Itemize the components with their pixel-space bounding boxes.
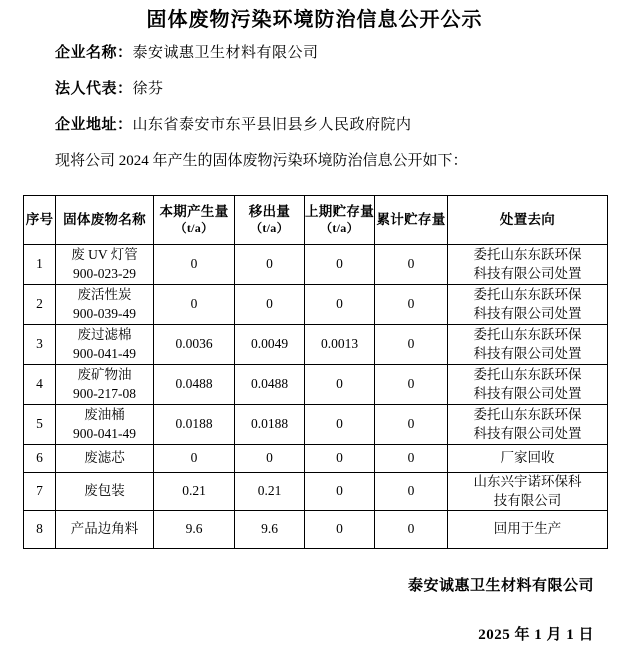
solid-waste-table — [23, 195, 608, 549]
cell-waste-name — [56, 511, 154, 549]
waste-name-text: 废活性炭 — [77, 287, 132, 303]
column-header-prev-stored — [305, 196, 375, 245]
waste-name-text: 产品边角料 — [70, 521, 139, 537]
table-row — [24, 511, 608, 549]
disposal-line-1: 回用于生产 — [493, 521, 562, 537]
disposal-line-2: 科技有限公司处置 — [473, 425, 582, 441]
cell-prev-stored: 0.0013 — [305, 325, 375, 365]
column-header-waste-name — [56, 196, 154, 245]
cell-disposal — [448, 245, 608, 285]
table-header — [24, 196, 608, 245]
disposal-line-2: 技有限公司 — [493, 492, 562, 508]
cell-moved-out: 0 — [235, 445, 305, 473]
table-row — [24, 325, 608, 365]
cell-prev-stored: 0 — [305, 405, 375, 445]
column-header-no — [24, 196, 56, 245]
cell-no: 2 — [24, 285, 56, 325]
cell-moved-out: 9.6 — [235, 511, 305, 549]
column-header-prev-stored-unit: （t/a） — [320, 220, 359, 235]
waste-code-text: 900-041-49 — [73, 345, 136, 361]
cell-cumulative-stored: 0 — [375, 245, 448, 285]
cell-no: 8 — [24, 511, 56, 549]
cell-generated: 0 — [154, 245, 235, 285]
table-header-row — [24, 196, 608, 245]
column-header-no-label: 序号 — [25, 211, 54, 227]
cell-prev-stored: 0 — [305, 245, 375, 285]
cell-waste-name — [56, 365, 154, 405]
cell-prev-stored: 0 — [305, 473, 375, 511]
column-header-disposal — [448, 196, 608, 245]
disposal-line-2: 科技有限公司处置 — [473, 345, 582, 361]
company-name-label: 企业名称： — [55, 45, 133, 61]
cell-disposal — [448, 325, 608, 365]
cell-waste-name — [56, 285, 154, 325]
cell-prev-stored: 0 — [305, 285, 375, 325]
table-row — [24, 285, 608, 325]
column-header-moved-out-unit: （t/a） — [250, 220, 289, 235]
cell-no: 4 — [24, 365, 56, 405]
waste-name-text: 废过滤棉 — [77, 327, 132, 343]
intro-statement: 现将公司 2024 年产生的固体废物污染环境防治信息公开如下： — [55, 153, 468, 169]
legal-representative-label: 法人代表： — [55, 81, 133, 97]
table-row — [24, 365, 608, 405]
cell-no: 5 — [24, 405, 56, 445]
column-header-waste-name-label: 固体废物名称 — [63, 211, 146, 227]
cell-cumulative-stored: 0 — [375, 405, 448, 445]
cell-prev-stored: 0 — [305, 365, 375, 405]
disposal-line-2: 科技有限公司处置 — [473, 305, 582, 321]
legal-representative-line — [55, 82, 609, 97]
company-name-value: 泰安诚惠卫生材料有限公司 — [132, 45, 319, 61]
cell-no: 3 — [24, 325, 56, 365]
cell-cumulative-stored: 0 — [375, 511, 448, 549]
page-title: 固体废物污染环境防治信息公开公示 — [146, 9, 483, 31]
disposal-line-1: 委托山东东跃环保 — [473, 407, 582, 423]
cell-prev-stored: 0 — [305, 511, 375, 549]
disposal-line-1: 委托山东东跃环保 — [473, 247, 582, 263]
waste-name-text: 废包装 — [84, 483, 125, 499]
company-info-block — [0, 46, 629, 169]
table-body — [24, 245, 608, 549]
column-header-disposal-label: 处置去向 — [499, 211, 556, 227]
cell-prev-stored: 0 — [305, 445, 375, 473]
cell-disposal — [448, 285, 608, 325]
cell-disposal — [448, 511, 608, 549]
disposal-line-1: 厂家回收 — [500, 450, 555, 466]
company-address-label: 企业地址： — [55, 117, 133, 133]
disposal-line-2: 科技有限公司处置 — [473, 265, 582, 281]
cell-moved-out: 0.0049 — [235, 325, 305, 365]
waste-code-text: 900-041-49 — [73, 425, 136, 441]
table-row — [24, 473, 608, 511]
cell-moved-out: 0 — [235, 245, 305, 285]
company-address-value: 山东省泰安市东平县旧县乡人民政府院内 — [132, 117, 412, 133]
cell-disposal — [448, 365, 608, 405]
table-row — [24, 245, 608, 285]
column-header-cumulative-stored — [375, 196, 448, 245]
column-header-generated-label: 本期产生量 — [159, 204, 229, 220]
cell-disposal — [448, 445, 608, 473]
cell-moved-out: 0.0488 — [235, 365, 305, 405]
column-header-cumulative-stored-label: 累计贮存量 — [376, 211, 446, 227]
column-header-generated — [154, 196, 235, 245]
cell-generated: 0.0488 — [154, 365, 235, 405]
disposal-line-1: 委托山东东跃环保 — [473, 367, 582, 383]
waste-code-text: 900-217-08 — [73, 385, 136, 401]
document-page — [0, 8, 629, 669]
waste-name-text: 废矿物油 — [77, 367, 132, 383]
cell-generated: 0.0036 — [154, 325, 235, 365]
table-row — [24, 405, 608, 445]
waste-name-text: 废滤芯 — [84, 450, 125, 466]
company-name-line — [55, 46, 609, 61]
column-header-moved-out — [235, 196, 305, 245]
cell-waste-name — [56, 445, 154, 473]
cell-cumulative-stored: 0 — [375, 473, 448, 511]
cell-waste-name — [56, 325, 154, 365]
column-header-prev-stored-label: 上期贮存量 — [305, 204, 374, 220]
cell-disposal — [448, 473, 608, 511]
waste-code-text: 900-023-29 — [73, 265, 136, 281]
cell-generated: 0.21 — [154, 473, 235, 511]
legal-representative-value: 徐芬 — [132, 81, 164, 97]
cell-moved-out: 0.0188 — [235, 405, 305, 445]
waste-name-text: 废油桶 — [84, 407, 125, 423]
cell-waste-name — [56, 245, 154, 285]
column-header-moved-out-label: 移出量 — [248, 204, 291, 220]
column-header-generated-unit: （t/a） — [174, 220, 214, 235]
cell-moved-out: 0 — [235, 285, 305, 325]
signature-company: 泰安诚惠卫生材料有限公司 — [407, 578, 594, 594]
cell-no: 1 — [24, 245, 56, 285]
cell-cumulative-stored: 0 — [375, 325, 448, 365]
waste-table-container — [23, 195, 607, 549]
cell-waste-name — [56, 473, 154, 511]
disposal-line-1: 委托山东东跃环保 — [473, 287, 582, 303]
cell-generated: 0 — [154, 285, 235, 325]
cell-no: 6 — [24, 445, 56, 473]
disposal-line-2: 科技有限公司处置 — [473, 385, 582, 401]
company-address-line — [55, 118, 609, 133]
cell-generated: 9.6 — [154, 511, 235, 549]
table-row — [24, 445, 608, 473]
cell-cumulative-stored: 0 — [375, 365, 448, 405]
waste-code-text: 900-039-49 — [73, 305, 136, 321]
cell-generated: 0 — [154, 445, 235, 473]
cell-moved-out: 0.21 — [235, 473, 305, 511]
cell-cumulative-stored: 0 — [375, 445, 448, 473]
cell-waste-name — [56, 405, 154, 445]
cell-cumulative-stored: 0 — [375, 285, 448, 325]
signature-date: 2025 年 1 月 1 日 — [478, 627, 594, 643]
disposal-line-1: 委托山东东跃环保 — [473, 327, 582, 343]
disposal-line-1: 山东兴宇诺环保科 — [473, 474, 582, 490]
waste-name-text: 废 UV 灯管 — [71, 247, 138, 263]
cell-no: 7 — [24, 473, 56, 511]
cell-disposal — [448, 405, 608, 445]
cell-generated: 0.0188 — [154, 405, 235, 445]
